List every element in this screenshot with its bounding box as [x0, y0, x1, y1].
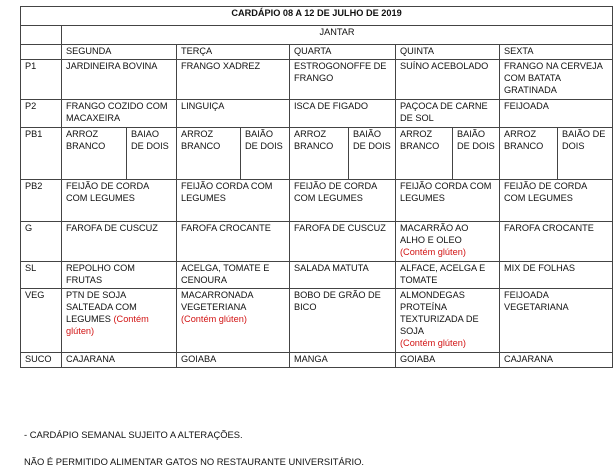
- gluten-warning: (Contém glúten): [400, 337, 466, 348]
- menu-change-note: - CARDÁPIO SEMANAL SUJEITO A ALTERAÇÕES.: [24, 429, 243, 440]
- menu-cell: ACELGA, TOMATE E CENOURA: [177, 261, 290, 288]
- menu-cell: FAROFA CROCANTE: [177, 221, 290, 261]
- table-row: [21, 179, 613, 221]
- menu-cell: BAIÃO DE DOIS: [349, 127, 396, 179]
- day-header: SEGUNDA: [62, 45, 177, 60]
- menu-cell: REPOLHO COM FRUTAS: [62, 261, 177, 288]
- menu-cell: FEIJOADA VEGETARIANA: [500, 288, 613, 352]
- row-label: G: [21, 221, 62, 261]
- dish-name: PTN DE SOJA SALTEADA COM LEGUMES: [66, 289, 137, 324]
- menu-cell: GOIABA: [396, 352, 500, 367]
- meal-name: JANTAR: [62, 26, 613, 45]
- menu-cell: SALADA MATUTA: [290, 261, 396, 288]
- menu-cell: FEIJÃO DE CORDA COM LEGUMES: [500, 179, 613, 221]
- menu-cell: ARROZ BRANCO: [177, 127, 241, 179]
- row-label: PB2: [21, 179, 62, 221]
- day-header: QUINTA: [396, 45, 500, 60]
- dish-name: MACARRONADA VEGETERIANA: [181, 289, 253, 312]
- day-header-row: [21, 45, 613, 60]
- menu-cell: FRANGO COZIDO COM MACAXEIRA: [62, 99, 177, 127]
- day-header: QUARTA: [290, 45, 396, 60]
- row-label: SUCO: [21, 352, 62, 367]
- row-label: P1: [21, 59, 62, 99]
- menu-cell: ISCA DE FIGADO: [290, 99, 396, 127]
- table-row: [21, 59, 613, 99]
- menu-cell: ARROZ BRANCO: [62, 127, 127, 179]
- day-header: SEXTA: [500, 45, 613, 60]
- menu-cell: ARROZ BRANCO: [396, 127, 453, 179]
- menu-cell: ESTROGONOFFE DE FRANGO: [290, 59, 396, 99]
- menu-cell: BAIÃO DE DOIS: [241, 127, 290, 179]
- menu-cell: [396, 221, 500, 261]
- menu-cell: PAÇOCA DE CARNE DE SOL: [396, 99, 500, 127]
- no-feeding-cats-note: NÃO É PERMITIDO ALIMENTAR GATOS NO RESTAURANTE UNIVERSITÁRIO.: [24, 456, 364, 467]
- menu-cell: FEIJÃO DE CORDA COM LEGUMES: [62, 179, 177, 221]
- table-row: [21, 221, 613, 261]
- row-label: P2: [21, 99, 62, 127]
- menu-cell: MANGA: [290, 352, 396, 367]
- menu-cell: FAROFA DE CUSCUZ: [290, 221, 396, 261]
- menu-cell: FAROFA DE CUSCUZ: [62, 221, 177, 261]
- menu-cell: CAJARANA: [500, 352, 613, 367]
- gluten-warning: (Contém glúten): [66, 313, 149, 336]
- table-row: [21, 261, 613, 288]
- menu-cell: FRANGO XADREZ: [177, 59, 290, 99]
- menu-cell: GOIABA: [177, 352, 290, 367]
- menu-cell: BAIÃO DE DOIS: [558, 127, 613, 179]
- menu-cell: FEIJÃO CORDA COM LEGUMES: [396, 179, 500, 221]
- menu-cell: [62, 288, 177, 352]
- menu-cell: ARROZ BRANCO: [290, 127, 349, 179]
- menu-cell: CAJARANA: [62, 352, 177, 367]
- dish-name: ALMONDEGAS PROTEÍNA TEXTURIZADA DE SOJA: [400, 289, 479, 336]
- menu-cell: ALFACE, ACELGA E TOMATE: [396, 261, 500, 288]
- gluten-warning: (Contém glúten): [181, 313, 247, 324]
- menu-title: CARDÁPIO 08 A 12 DE JULHO DE 2019: [21, 7, 613, 26]
- menu-table: [20, 6, 613, 368]
- menu-cell: BOBO DE GRÃO DE BICO: [290, 288, 396, 352]
- row-label: PB1: [21, 127, 62, 179]
- menu-cell: [177, 288, 290, 352]
- dish-name: MACARRÃO AO ALHO E OLEO: [400, 222, 469, 245]
- menu-cell: FEIJOADA: [500, 99, 613, 127]
- menu-cell: SUÍNO ACEBOLADO: [396, 59, 500, 99]
- menu-cell: LINGUIÇA: [177, 99, 290, 127]
- menu-cell: FRANGO NA CERVEJA COM BATATA GRATINADA: [500, 59, 613, 99]
- table-row: [21, 352, 613, 367]
- gluten-warning: (Contém glúten): [400, 246, 466, 257]
- menu-cell: [396, 288, 500, 352]
- menu-cell: ARROZ BRANCO: [500, 127, 558, 179]
- menu-cell: FAROFA CROCANTE: [500, 221, 613, 261]
- menu-cell: BAIAO DE DOIS: [127, 127, 177, 179]
- menu-cell: BAIÃO DE DOIS: [453, 127, 500, 179]
- table-row: [21, 127, 613, 179]
- menu-cell: MIX DE FOLHAS: [500, 261, 613, 288]
- menu-cell: FEIJÃO CORDA COM LEGUMES: [177, 179, 290, 221]
- row-label: VEG: [21, 288, 62, 352]
- table-row: [21, 99, 613, 127]
- day-header: TERÇA: [177, 45, 290, 60]
- menu-cell: JARDINEIRA BOVINA: [62, 59, 177, 99]
- menu-cell: FEIJÃO DE CORDA COM LEGUMES: [290, 179, 396, 221]
- table-row: [21, 288, 613, 352]
- row-label: SL: [21, 261, 62, 288]
